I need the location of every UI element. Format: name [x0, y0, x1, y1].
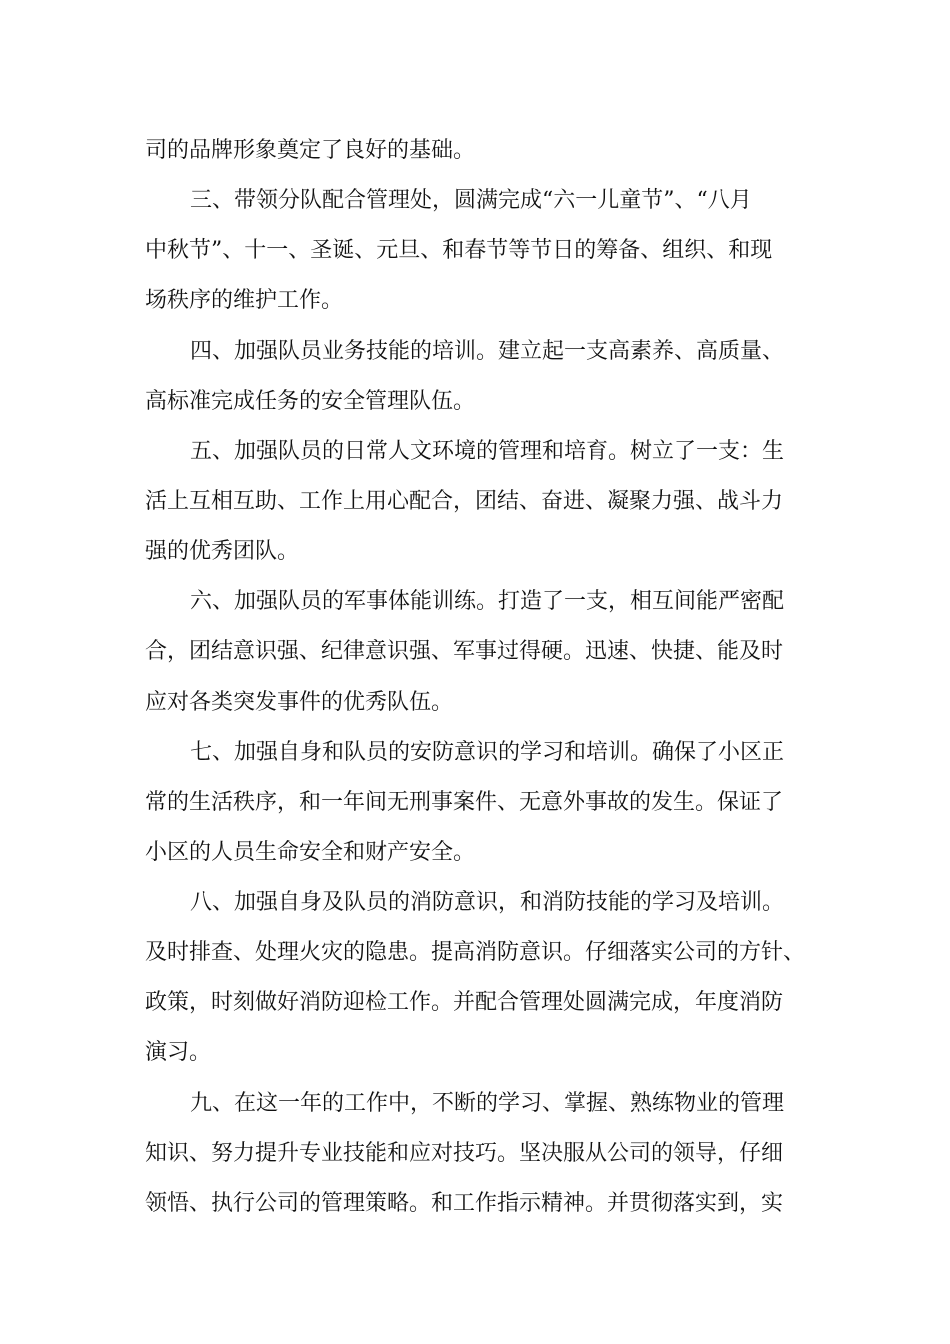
text-line: 六、加强队员的军事体能训练。打造了一支，相互间能严密配 — [190, 589, 785, 614]
text-line: 知识、努力提升专业技能和应对技巧。坚决服从公司的领导，仔细 — [145, 1141, 784, 1166]
text-line: 及时排查、处理火灾的隐患。提高消防意识。仔细落实公司的方针、 — [145, 940, 806, 965]
text-line: 八、加强自身及队员的消防意识，和消防技能的学习及培训。 — [190, 890, 785, 915]
text-line: 中秋节”、十一、圣诞、元旦、和春节等节日的筹备、组织、和现 — [145, 238, 773, 263]
text-line: 演习。 — [145, 1040, 212, 1065]
text-line: 司的品牌形象奠定了良好的基础。 — [145, 138, 476, 163]
text-line: 三、带领分队配合管理处，圆满完成“六一儿童节”、“八月 — [190, 188, 752, 213]
text-line: 领悟、执行公司的管理策略。和工作指示精神。并贯彻落实到，实 — [145, 1191, 784, 1216]
text-line: 政策，时刻做好消防迎检工作。并配合管理处圆满完成，年度消防 — [145, 990, 784, 1015]
text-line: 四、加强队员业务技能的培训。建立起一支高素养、高质量、 — [190, 339, 785, 364]
text-line: 常的生活秩序，和一年间无刑事案件、无意外事故的发生。保证了 — [145, 790, 784, 815]
text-line: 应对各类突发事件的优秀队伍。 — [145, 690, 454, 715]
text-line: 小区的人员生命安全和财产安全。 — [145, 840, 476, 865]
text-line: 合，团结意识强、纪律意识强、军事过得硬。迅速、快捷、能及时 — [145, 639, 784, 664]
text-line: 七、加强自身和队员的安防意识的学习和培训。确保了小区正 — [190, 740, 785, 765]
text-line: 高标准完成任务的安全管理队伍。 — [145, 389, 476, 414]
text-line: 九、在这一年的工作中，不断的学习、掌握、熟练物业的管理 — [190, 1091, 785, 1116]
text-line: 场秩序的维护工作。 — [145, 288, 344, 313]
text-line: 强的优秀团队。 — [145, 539, 300, 564]
text-line: 五、加强队员的日常人文环境的管理和培育。树立了一支：生 — [190, 439, 785, 464]
text-line: 活上互相互助、工作上用心配合，团结、奋进、凝聚力强、战斗力 — [145, 489, 784, 514]
